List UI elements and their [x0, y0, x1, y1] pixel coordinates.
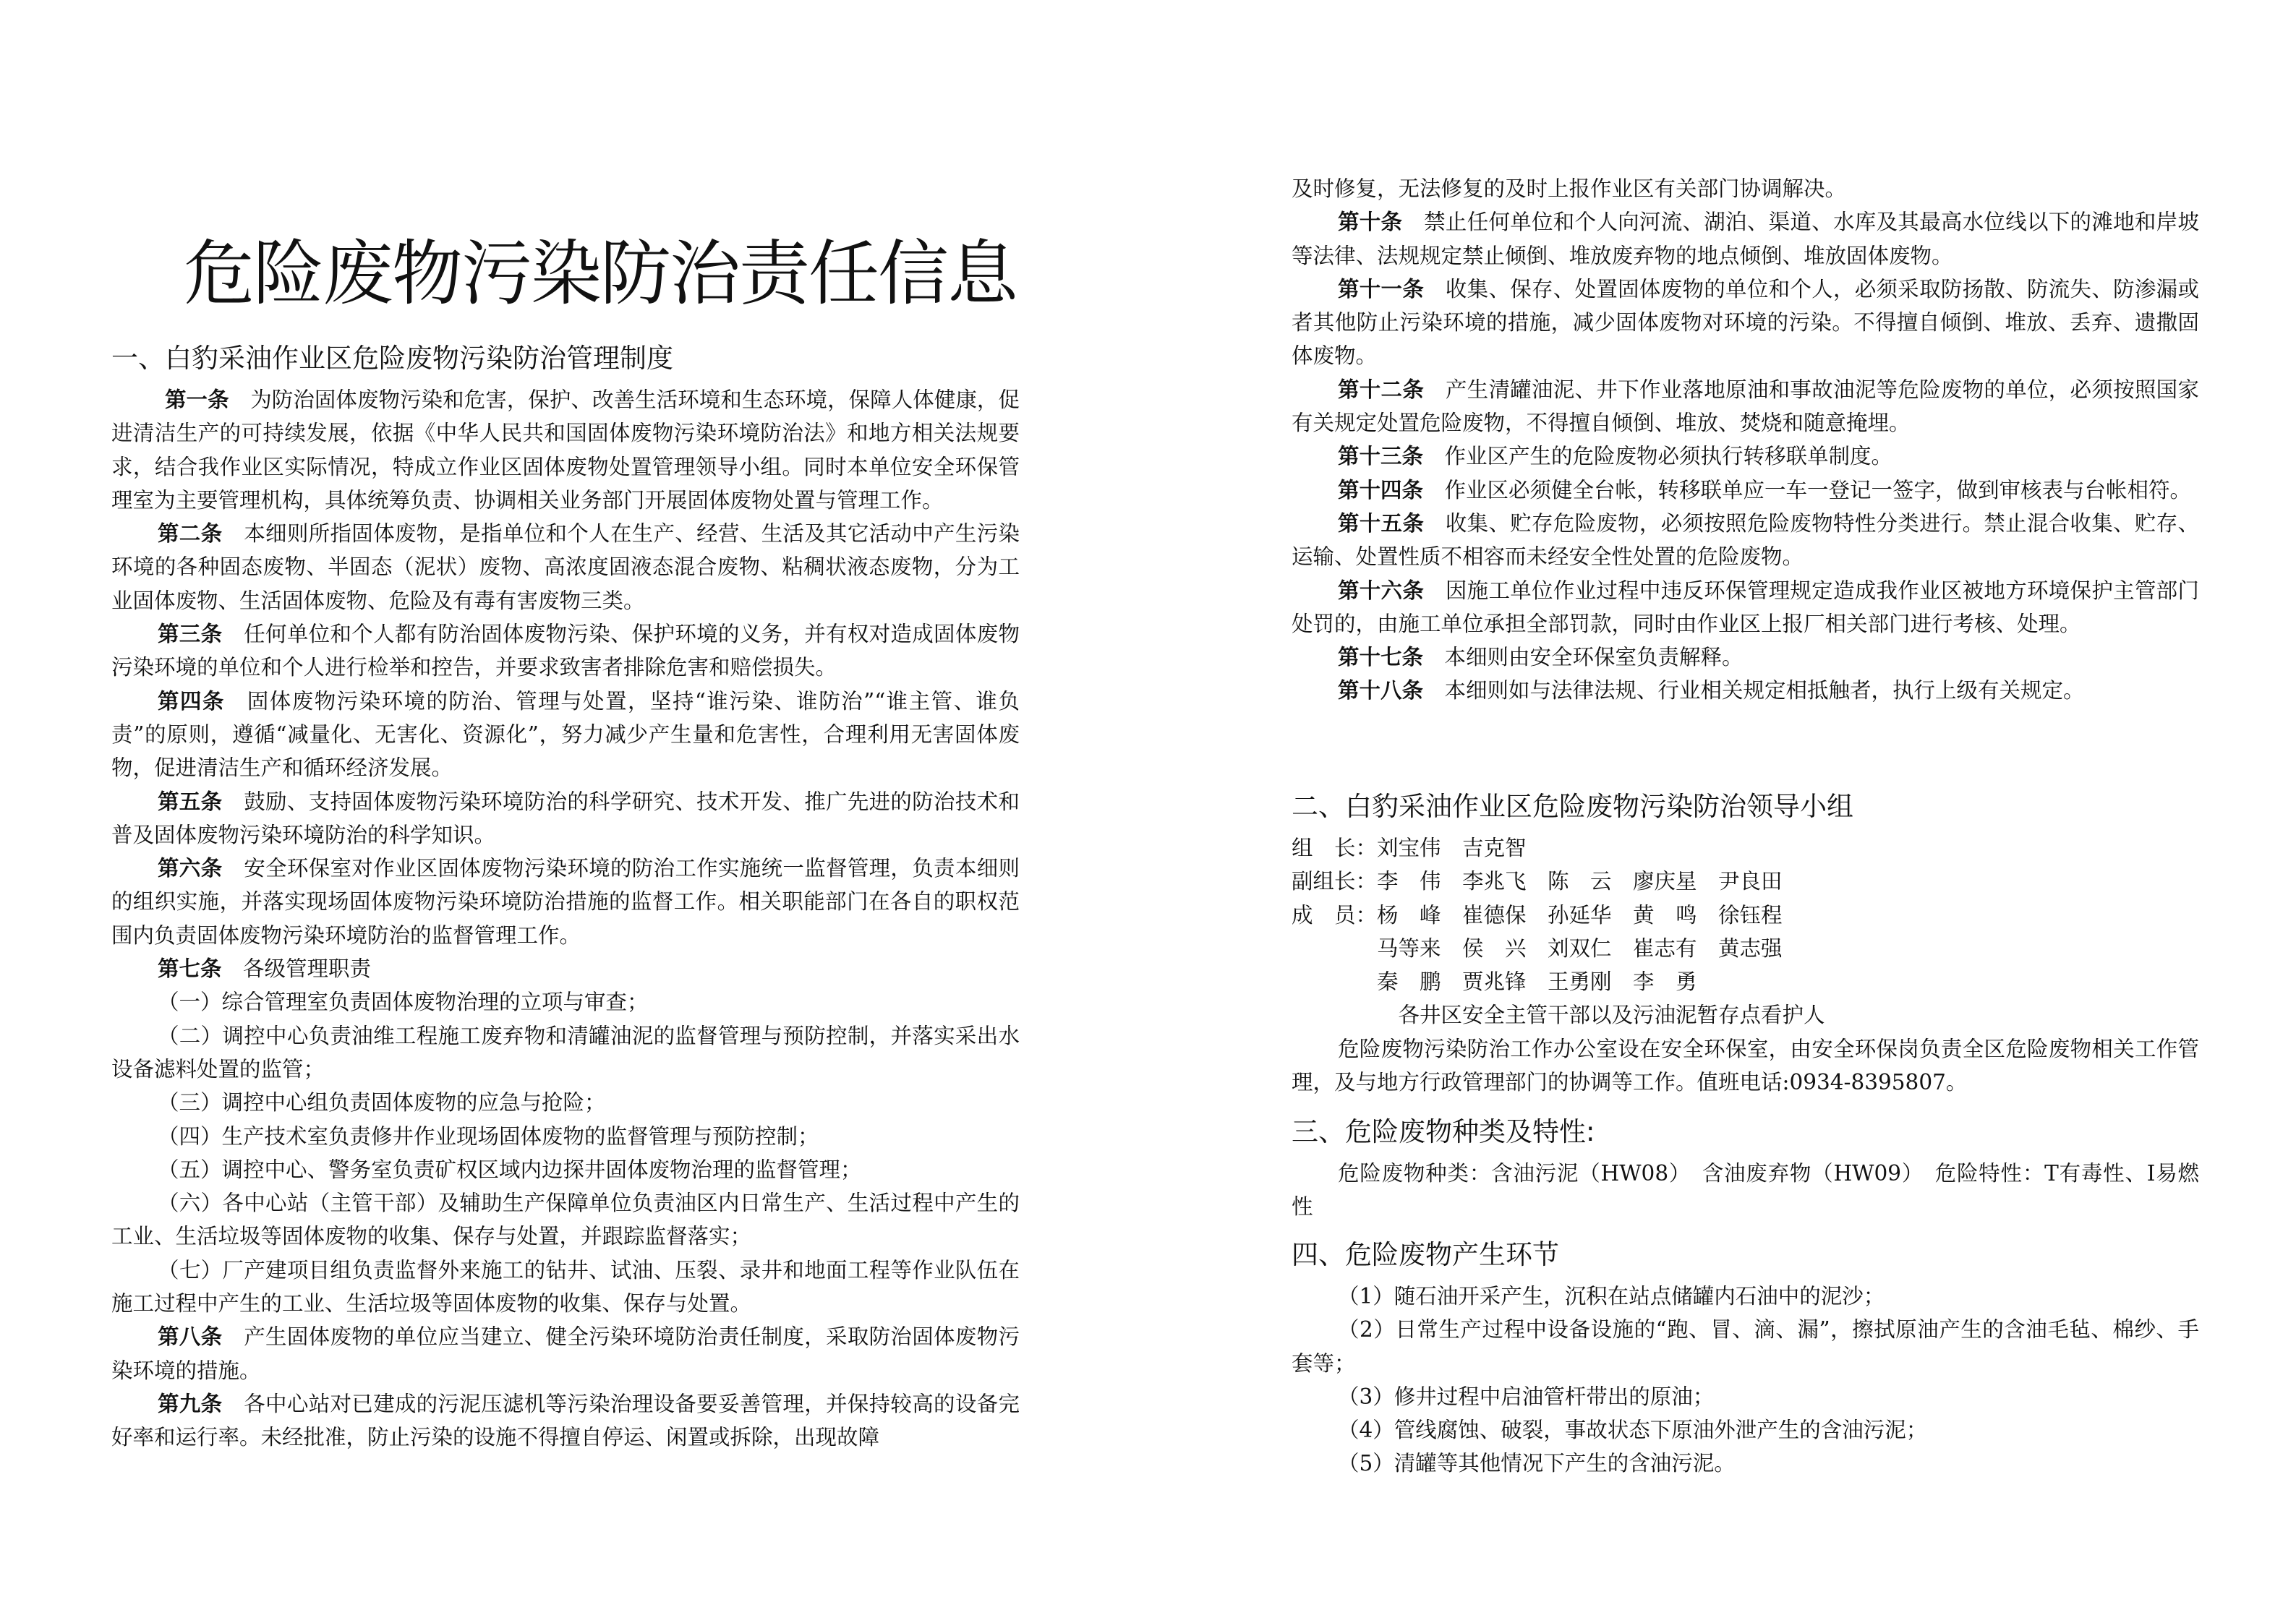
article-8: 第八条 产生固体废物的单位应当建立、健全污染环境防治责任制度，采取防治固体废物污染环境的措施。 — [111, 1324, 1020, 1383]
section-3-heading: 三、危险废物种类及特性: — [1292, 1116, 1595, 1147]
article-6: 第六条 安全环保室对作业区固体废物污染环境的防治工作实施统一监督管理，负责本细则的组织实施，并落实现场固体废物污染环境防治措施的监督工作。相关职能部门在各自的职权范围内负责固体废物污染环境防治的监督管理工作。 — [111, 856, 1020, 948]
section-1-body — [111, 383, 1020, 1455]
duty-item: （六）各中心站（主管干部）及辅助生产保障单位负责油区内日常生产、生活过程中产生的工业、生活垃圾等固体废物的收集、保存与处置，并跟踪监督落实； — [111, 1191, 1020, 1249]
source-item: （2）日常生产过程中设备设施的“跑、冒、滴、漏”，擦拭原油产生的含油毛毡、棉纱、手套等； — [1292, 1317, 2199, 1376]
article-4: 第四条 固体废物污染环境的防治、管理与处置，坚持“谁污染、谁防治”“谁主管、谁负责”的原则，遵循“减量化、无害化、资源化”，努力减少产生量和危害性，合理利用无害固体废物，促进清洁生产和循环经济发展。 — [111, 688, 1020, 781]
article-7: 第七条 各级管理职责 — [158, 956, 372, 982]
article-13: 第十三条 作业区产生的危险废物必须执行转移联单制度。 — [1338, 444, 1893, 469]
member-line: 组 长：刘宝伟 吉克智 — [1292, 836, 1527, 860]
member-line: 成 员：杨 峰 崔德保 孙延华 黄 鸣 徐钰程 — [1292, 902, 1783, 928]
article-1: 第一条 为防治固体废物污染和危害，保护、改善生活环境和生态环境，保障人体健康，促进清洁生产的可持续发展，依据《中华人民共和国固体废物污染环境防治法》和地方相关法规要求，结合我作业区实际情况，特成立作业区固体废物处置管理领导小组。同时本单位安全环保管理室为主要管理机构，具体统筹负责、协调相关业务部门开展固体废物处置与管理工作。 — [111, 387, 1020, 513]
section-1-continued — [1292, 172, 2199, 708]
article-17: 第十七条 本细则由安全环保室负责解释。 — [1338, 645, 1744, 670]
article-9: 第九条 各中心站对已建成的污泥压滤机等污染治理设备要妥善管理，并保持较高的设备完好率和运行率。未经批准，防止污染的设施不得擅自停运、闲置或拆除，出现故障 — [111, 1391, 1020, 1450]
source-item: （5）清罐等其他情况下产生的含油污泥。 — [1338, 1451, 1736, 1476]
article-14: 第十四条 作业区必须健全台帐，转移联单应一车一登记一签字，做到审核表与台帐相符。 — [1338, 477, 2192, 502]
duty-item: （二）调控中心负责油维工程施工废弃物和清罐油泥的监督管理与预防控制，并落实采出水设备滤料处置的监管； — [111, 1023, 1020, 1082]
article-10: 第十条 禁止任何单位和个人向河流、湖泊、渠道、水库及其最高水位线以下的滩地和岸坡等法律、法规规定禁止倾倒、堆放废弃物的地点倾倒、堆放固体废物。 — [1292, 210, 2199, 268]
office-info — [1292, 1032, 2199, 1100]
article-9-continuation: 及时修复，无法修复的及时上报作业区有关部门协调解决。 — [1292, 176, 1847, 201]
article-16: 第十六条 因施工单位作业过程中违反环保管理规定造成我作业区被地方环境保护主管部门处罚的，由施工单位承担全部罚款，同时由作业区上报厂相关部门进行考核、处理。 — [1292, 578, 2199, 636]
section-2-heading: 二、白豹采油作业区危险废物污染防治领导小组 — [1292, 791, 1853, 822]
duty-item: （七）厂产建项目组负责监督外来施工的钻井、试油、压裂、录井和地面工程等作业队伍在施工过程中产生的工业、生活垃圾等固体废物的收集、保存与处置。 — [111, 1257, 1020, 1316]
member-line: 各井区安全主管干部以及污油泥暂存点看护人 — [1292, 1003, 1825, 1028]
section-4-body — [1292, 1280, 2199, 1481]
article-2: 第二条 本细则所指固体废物，是指单位和个人在生产、经营、生活及其它活动中产生污染环境的各种固态废物、半固态（泥状）废物、高浓度固液态混合废物、粘稠状液态废物，分为工业固体废物、生活固体废物、危险及有毒有害废物三类。 — [111, 521, 1020, 613]
duty-item: （五）调控中心、警务室负责矿权区域内边探井固体废物治理的监督管理； — [158, 1157, 862, 1182]
source-item: （1）随石油开采产生，沉积在站点储罐内石油中的泥沙； — [1338, 1284, 1885, 1309]
source-item: （3）修井过程中启油管杆带出的原油； — [1338, 1384, 1715, 1409]
article-18: 第十八条 本细则如与法律法规、行业相关规定相抵触者，执行上级有关规定。 — [1338, 678, 2085, 703]
duty-item: （四）生产技术室负责修井作业现场固体废物的监督管理与预防控制； — [158, 1123, 819, 1149]
article-3: 第三条 任何单位和个人都有防治固体废物污染、保护环境的义务，并有权对造成固体废物污染环境的单位和个人进行检举和控告，并要求致害者排除危害和赔偿损失。 — [111, 622, 1020, 680]
office-text: 危险废物污染防治工作办公室设在安全环保室，由安全环保岗负责全区危险废物相关工作管理，及与地方行政管理部门的协调等工作。值班电话:0934-8395807。 — [1292, 1037, 2199, 1095]
section-3-body — [1292, 1157, 2199, 1224]
article-11: 第十一条 收集、保存、处置固体废物的单位和个人，必须采取防扬散、防流失、防渗漏或者其他防止污染环境的措施，减少固体废物对环境的污染。不得擅自倾倒、堆放、丢弃、遗撒固体废物。 — [1292, 276, 2199, 369]
member-line: 副组长：李 伟 李兆飞 陈 云 廖庆星 尹良田 — [1292, 869, 1783, 894]
duty-item: （一）综合管理室负责固体废物治理的立项与审查； — [158, 990, 649, 1015]
member-line: 马等来 侯 兴 刘双仁 崔志有 黄志强 — [1292, 935, 1783, 961]
leadership-members — [1292, 831, 2199, 1032]
article-15: 第十五条 收集、贮存危险废物，必须按照危险废物特性分类进行。禁止混合收集、贮存、运输、处置性质不相容而未经安全性处置的危险废物。 — [1292, 510, 2199, 570]
duty-item: （三）调控中心组负责固体废物的应急与抢险； — [158, 1090, 606, 1115]
section-1-heading: 一、白豹采油作业区危险废物污染防治管理制度 — [111, 343, 673, 374]
member-line: 秦 鹏 贾兆锋 王勇刚 李 勇 — [1292, 969, 1697, 995]
section-4-heading: 四、危险废物产生环节 — [1292, 1239, 1559, 1270]
waste-types-text: 危险废物种类：含油污泥（HW08） 含油废弃物（HW09） 危险特性：T有毒性、I易燃性 — [1292, 1161, 2199, 1220]
page-title: 危险废物污染防治责任信息 — [184, 233, 1017, 315]
article-5: 第五条 鼓励、支持固体废物污染环境防治的科学研究、技术开发、推广先进的防治技术和普及固体废物污染环境防治的科学知识。 — [111, 789, 1020, 847]
article-12: 第十二条 产生清罐油泥、井下作业落地原油和事故油泥等危险废物的单位，必须按照国家有关规定处置危险废物，不得擅自倾倒、堆放、焚烧和随意掩埋。 — [1292, 377, 2199, 436]
source-item: （4）管线腐蚀、破裂，事故状态下原油外泄产生的含油污泥； — [1338, 1418, 1928, 1443]
